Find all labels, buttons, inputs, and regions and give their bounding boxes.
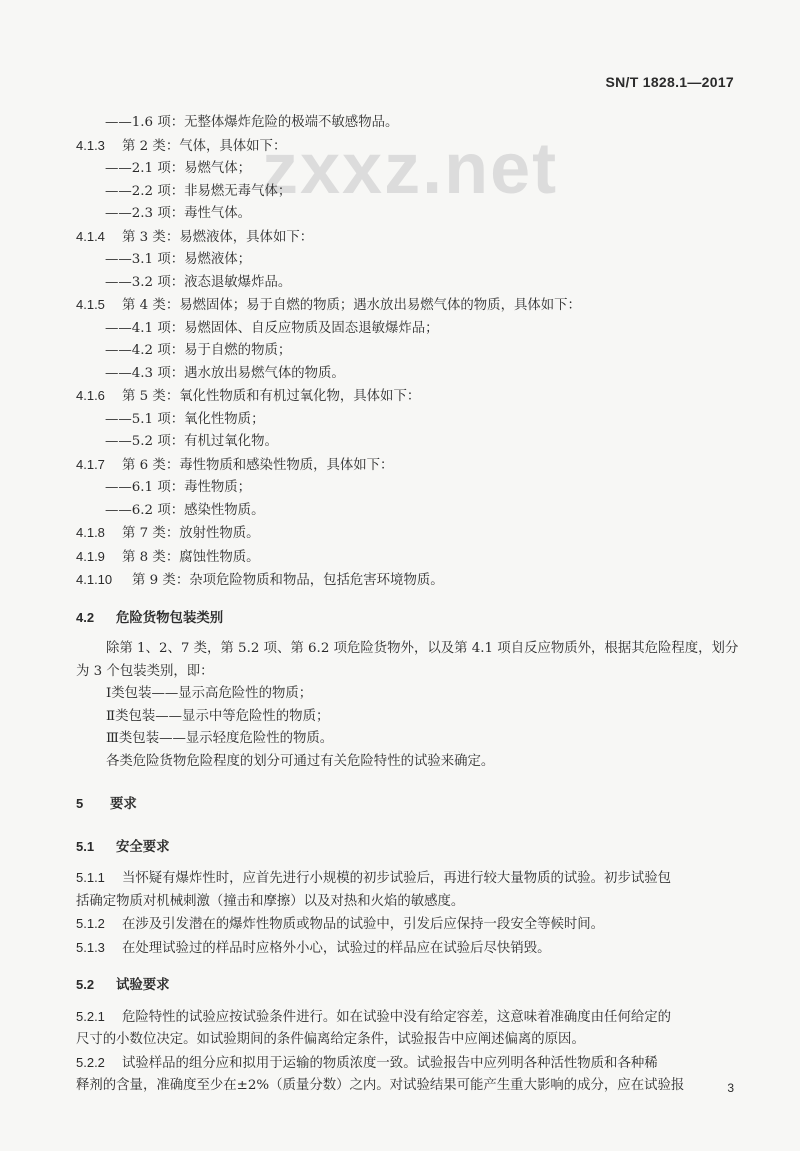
section-title: 试验要求 (116, 977, 170, 992)
list-item: ——3.2 项：液态退敏爆炸品。 (105, 274, 292, 290)
clause-4-1-3 (76, 135, 736, 159)
list-item: ——2.1 项：易燃气体； (105, 161, 252, 176)
clause-number: 4.1.5 (76, 297, 105, 312)
clause-4-1-7 (76, 454, 736, 478)
paragraph-line: 各类危险货物危险程度的划分可通过有关危险特性的试验来确定。 (106, 753, 495, 769)
section-title: 要求 (110, 796, 137, 811)
list-item: ——6.2 项：感染性物质。 (105, 502, 265, 518)
list-item: ——2.2 项：非易燃无毒气体； (105, 183, 292, 199)
clause-text: 当怀疑有爆炸性时，应首先进行小规模的初步试验后，再进行较大量物质的试验。初步试验包 (122, 871, 672, 886)
clause-5-1-3 (76, 937, 736, 961)
section-number: 5 (76, 796, 84, 811)
list-item: ——4.2 项：易于自燃的物质； (105, 343, 292, 358)
clause-4-1-8 (76, 522, 736, 546)
clause-number: 4.1.3 (76, 137, 105, 153)
clause-5-1-1 (76, 867, 736, 891)
clause-number: 5.2.1 (76, 1008, 105, 1024)
document-code: SN/T 1828.1—2017 (605, 74, 734, 90)
clause-number: 4.1.10 (76, 572, 113, 587)
clause-text: 第 6 类：毒性物质和感染性物质，具体如下： (122, 457, 394, 473)
packing-group-item: Ⅱ类包装——显示中等危险性的物质； (106, 708, 330, 724)
clause-4-1-6 (76, 385, 736, 409)
clause-text: 危险特性的试验应按试验条件进行。如在试验中没有给定容差，这意味着准确度由任何给定的 (122, 1009, 672, 1025)
page-number: 3 (727, 1081, 734, 1095)
section-title: 安全要求 (116, 838, 170, 854)
list-item: ——4.1 项：易燃固体、自反应物质及固态退敏爆炸品； (105, 320, 439, 336)
clause-number: 4.1.8 (76, 525, 105, 540)
page-content (76, 112, 739, 1098)
clause-text: 第 2 类：气体，具体如下： (122, 138, 287, 154)
clause-text: 在处理试验过的样品时应格外小心，试验过的样品应在试验后尽快销毁。 (122, 940, 551, 956)
clause-5-2-1 (76, 1006, 736, 1030)
section-heading-5-2 (76, 974, 736, 997)
paragraph-line: 尺寸的小数位决定。如试验期间的条件偏离给定条件，试验报告中应阐述偏离的原因。 (76, 1032, 585, 1047)
paragraph-line: 除第 1、2、7 类，第 5.2 项、第 6.2 项危险货物外，以及第 4.1 项自反应物质外，根据其危险程度，划分 (106, 641, 739, 656)
clause-4-1-4 (76, 226, 736, 250)
section-title: 危险货物包装类别 (116, 609, 224, 625)
clause-text: 第 8 类：腐蚀性物质。 (122, 549, 260, 565)
section-number: 5.2 (76, 977, 95, 992)
list-item: ——1.6 项：无整体爆炸危险的极端不敏感物品。 (105, 115, 399, 130)
watermark: zxxz.net (262, 129, 559, 209)
list-item: ——3.1 项：易燃液体； (105, 252, 252, 267)
list-item: ——4.3 项：遇水放出易燃气体的物质。 (105, 365, 345, 381)
paragraph-line: 为 3 个包装类别，即： (76, 663, 214, 679)
clause-4-1-10 (76, 569, 736, 593)
clause-4-1-9 (76, 546, 736, 570)
clause-text: 第 9 类：杂项危险物质和物品，包括危害环境物质。 (132, 573, 444, 588)
clause-text: 第 5 类：氧化性物质和有机过氧化物，具体如下： (122, 389, 421, 404)
section-number: 4.2 (76, 609, 95, 625)
section-heading-5-1 (76, 836, 736, 859)
list-item: ——6.1 项：毒性物质； (105, 480, 252, 495)
clause-4-1-5 (76, 294, 736, 318)
clause-text: 在涉及引发潜在的爆炸性物质或物品的试验中，引发后应保持一段安全等候时间。 (122, 917, 605, 932)
packing-group-item: Ⅰ类包装——显示高危险性的物质； (106, 686, 313, 701)
packing-group-item: Ⅲ类包装——显示轻度危险性的物质。 (106, 731, 334, 746)
clause-text: 第 7 类：放射性物质。 (122, 526, 260, 541)
list-item: ——5.2 项：有机过氧化物。 (105, 434, 278, 449)
section-number: 5.1 (76, 838, 95, 854)
clause-text: 第 4 类：易燃固体；易于自燃的物质；遇水放出易燃气体的物质，具体如下： (122, 298, 581, 313)
section-heading-5 (76, 793, 736, 816)
list-item: ——5.1 项：氧化性物质； (105, 411, 265, 427)
clause-number: 4.1.6 (76, 388, 105, 403)
paragraph-line: 括确定物质对机械刺激（撞击和摩擦）以及对热和火焰的敏感度。 (76, 893, 465, 909)
clause-number: 4.1.9 (76, 548, 105, 564)
list-item: ——2.3 项：毒性气体。 (105, 206, 252, 221)
clause-number: 5.1.2 (76, 916, 105, 931)
clause-5-2-2 (76, 1052, 736, 1076)
clause-text: 第 3 类：易燃液体，具体如下： (122, 229, 314, 245)
clause-number: 5.2.2 (76, 1054, 105, 1070)
clause-number: 5.1.1 (76, 870, 105, 885)
clause-5-1-2 (76, 913, 736, 937)
clause-number: 5.1.3 (76, 939, 105, 955)
clause-number: 4.1.4 (76, 228, 105, 244)
clause-text: 试验样品的组分应和拟用于运输的物质浓度一致。试验报告中应列明各种活性物质和各种稀 (122, 1055, 658, 1071)
clause-number: 4.1.7 (76, 456, 105, 472)
section-heading-4-2 (76, 607, 736, 630)
paragraph-line: 释剂的含量，准确度至少在±2%（质量分数）之内。对试验结果可能产生重大影响的成分，应在试验报 (76, 1078, 685, 1093)
